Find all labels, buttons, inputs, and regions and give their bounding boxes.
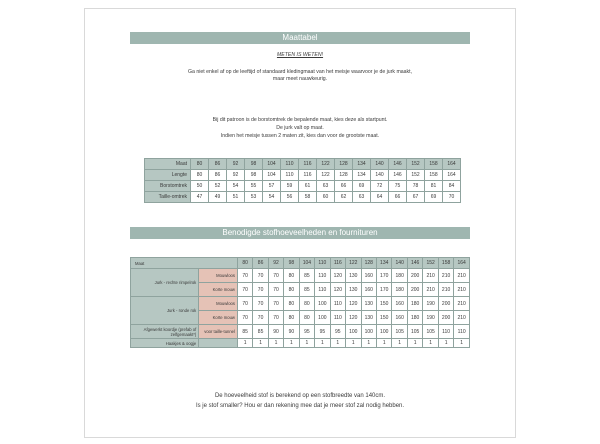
- size-header: 164: [454, 258, 470, 269]
- table-cell: 110: [330, 297, 345, 311]
- table-cell: 146: [389, 159, 407, 170]
- footer-line-1: De hoeveelheid stof is berekend op een stofbreedte van 140cm.: [214, 393, 386, 399]
- table-cell: 70: [253, 283, 268, 297]
- table-cell: 210: [454, 283, 470, 297]
- table-cell: 63: [317, 181, 335, 192]
- table-cell: 63: [353, 192, 371, 203]
- table-cell: 200: [438, 311, 453, 325]
- table-cell: 80: [299, 297, 314, 311]
- table-cell: 128: [335, 159, 353, 170]
- table-cell: 170: [376, 283, 391, 297]
- table-cell: 180: [407, 297, 422, 311]
- table-cell: 59: [281, 181, 299, 192]
- table-cell: 110: [454, 325, 470, 339]
- table-cell: 170: [376, 269, 391, 283]
- table-cell: 105: [423, 325, 438, 339]
- table-row: [131, 269, 470, 283]
- table-cell: 100: [315, 311, 330, 325]
- table-cell: 54: [227, 181, 245, 192]
- table-cell: 66: [389, 192, 407, 203]
- table-cell: 100: [376, 325, 391, 339]
- table-cell: 100: [346, 325, 361, 339]
- table-cell: 80: [284, 311, 299, 325]
- slogan: METEN IS WETEN!: [276, 52, 324, 58]
- table-cell: 52: [209, 181, 227, 192]
- table-cell: 104: [263, 170, 281, 181]
- table-cell: 150: [376, 297, 391, 311]
- size-chart-title: Maattabel: [130, 32, 470, 44]
- table-row: [145, 181, 461, 192]
- table-cell: 72: [371, 181, 389, 192]
- note-line-3: Indien het meisje tussen 2 maten zit, kies dan voor de grootste maat.: [220, 133, 380, 139]
- table-cell: 105: [392, 325, 407, 339]
- table-cell: 70: [253, 297, 268, 311]
- table-cell: 1: [361, 339, 376, 348]
- sub-label: Mouwloos: [199, 269, 238, 283]
- table-cell: 104: [263, 159, 281, 170]
- table-cell: 160: [361, 283, 376, 297]
- table-cell: 100: [315, 297, 330, 311]
- table-cell: 116: [299, 159, 317, 170]
- table-row: [131, 297, 470, 311]
- footer-line-2: Is je stof smaller? Hou er dan rekening mee dat je meer stof zal nodig hebben.: [195, 403, 405, 409]
- size-header: 98: [284, 258, 299, 269]
- intro-line-2: maar meet nauwkeurig.: [272, 76, 328, 82]
- sub-label: voor taille-tunnel: [199, 325, 238, 339]
- table-cell: 160: [361, 269, 376, 283]
- table-cell: 134: [353, 170, 371, 181]
- table-cell: 80: [299, 311, 314, 325]
- table-cell: 130: [346, 269, 361, 283]
- table-cell: 80: [284, 269, 299, 283]
- table-cell: 158: [425, 159, 443, 170]
- size-header: 116: [330, 258, 345, 269]
- table-cell: 60: [317, 192, 335, 203]
- table-cell: 200: [438, 297, 453, 311]
- table-cell: 1: [268, 339, 283, 348]
- header-label: Maat: [131, 258, 238, 269]
- table-cell: 80: [284, 283, 299, 297]
- table-cell: 100: [361, 325, 376, 339]
- table-cell: 200: [407, 283, 422, 297]
- table-cell: 130: [346, 283, 361, 297]
- table-cell: 164: [443, 159, 461, 170]
- table-cell: 134: [353, 159, 371, 170]
- table-cell: 92: [227, 159, 245, 170]
- fabric-section-title: Benodigde stofhoeveelheden en fournituren: [130, 227, 470, 239]
- table-cell: 85: [299, 269, 314, 283]
- table-cell: 1: [253, 339, 268, 348]
- table-cell: 1: [284, 339, 299, 348]
- table-cell: 190: [423, 297, 438, 311]
- table-cell: 110: [315, 283, 330, 297]
- table-cell: 1: [330, 339, 345, 348]
- table-cell: 110: [438, 325, 453, 339]
- table-cell: 1: [299, 339, 314, 348]
- table-cell: 140: [371, 159, 389, 170]
- table-cell: 110: [281, 170, 299, 181]
- table-cell: 70: [253, 269, 268, 283]
- table-cell: 62: [335, 192, 353, 203]
- table-cell: 210: [454, 311, 470, 325]
- intro-line-1: Ga niet enkel af op de leeftijd of standaard kledingmaat van het meisje waarvoor je de jurk maakt,: [187, 69, 413, 75]
- sub-label: Korte mouw: [199, 283, 238, 297]
- table-cell: 180: [392, 283, 407, 297]
- table-cell: 70: [237, 283, 252, 297]
- table-cell: 95: [330, 325, 345, 339]
- table-cell: 110: [330, 311, 345, 325]
- size-header: 122: [346, 258, 361, 269]
- table-cell: 98: [245, 170, 263, 181]
- table-cell: 69: [353, 181, 371, 192]
- table-cell: 110: [281, 159, 299, 170]
- group-label: Jurk - ronde rok: [131, 297, 199, 325]
- table-cell: 70: [253, 311, 268, 325]
- table-cell: 210: [423, 269, 438, 283]
- table-cell: 1: [423, 339, 438, 348]
- size-header: 140: [392, 258, 407, 269]
- table-cell: 1: [237, 339, 252, 348]
- table-cell: 56: [281, 192, 299, 203]
- fabric-table: [130, 257, 470, 348]
- table-cell: 122: [317, 159, 335, 170]
- table-cell: 1: [407, 339, 422, 348]
- table-cell: 57: [263, 181, 281, 192]
- table-cell: 80: [191, 159, 209, 170]
- table-cell: 80: [191, 170, 209, 181]
- table-cell: 51: [227, 192, 245, 203]
- table-cell: 55: [245, 181, 263, 192]
- table-cell: 120: [346, 311, 361, 325]
- table-cell: 200: [407, 269, 422, 283]
- size-header: 146: [407, 258, 422, 269]
- row-label: Lengte: [145, 170, 191, 181]
- table-cell: 95: [315, 325, 330, 339]
- size-header: 158: [438, 258, 453, 269]
- size-header: 128: [361, 258, 376, 269]
- table-cell: 1: [346, 339, 361, 348]
- table-cell: 90: [268, 325, 283, 339]
- size-header: 110: [315, 258, 330, 269]
- table-cell: 95: [299, 325, 314, 339]
- row-label: Borstomtrek: [145, 181, 191, 192]
- table-cell: 105: [407, 325, 422, 339]
- table-cell: 160: [392, 297, 407, 311]
- sub-label: [199, 339, 238, 348]
- table-cell: 70: [268, 283, 283, 297]
- table-cell: 110: [315, 269, 330, 283]
- table-cell: 130: [361, 311, 376, 325]
- table-cell: 210: [423, 283, 438, 297]
- table-cell: 70: [268, 269, 283, 283]
- table-cell: 64: [371, 192, 389, 203]
- table-cell: 160: [392, 311, 407, 325]
- table-cell: 70: [443, 192, 461, 203]
- table-cell: 70: [268, 311, 283, 325]
- table-cell: 70: [237, 297, 252, 311]
- table-cell: 66: [335, 181, 353, 192]
- row-label: Maat: [145, 159, 191, 170]
- table-cell: 70: [268, 297, 283, 311]
- table-cell: 58: [299, 192, 317, 203]
- row-label: Taille-omtrek: [145, 192, 191, 203]
- table-cell: 210: [454, 297, 470, 311]
- table-cell: 50: [191, 181, 209, 192]
- table-cell: 1: [438, 339, 453, 348]
- table-cell: 80: [284, 297, 299, 311]
- size-header: 104: [299, 258, 314, 269]
- table-cell: 210: [438, 283, 453, 297]
- table-cell: 75: [389, 181, 407, 192]
- table-cell: 1: [454, 339, 470, 348]
- table-row: [131, 258, 470, 269]
- sub-label: Mouwloos: [199, 297, 238, 311]
- note-line-1: Bij dit patroon is de borstomtrek de bepalende maat, kies deze als startpunt.: [212, 117, 388, 123]
- table-cell: 140: [371, 170, 389, 181]
- table-cell: 120: [346, 297, 361, 311]
- table-cell: 158: [425, 170, 443, 181]
- table-cell: 98: [245, 159, 263, 170]
- size-header: 86: [253, 258, 268, 269]
- table-cell: 128: [335, 170, 353, 181]
- table-cell: 70: [237, 311, 252, 325]
- size-header: 134: [376, 258, 391, 269]
- size-header: 80: [237, 258, 252, 269]
- table-cell: 1: [376, 339, 391, 348]
- table-cell: 67: [407, 192, 425, 203]
- group-label: Afgewerkt koordje (prefab of zelfgemaakt*): [131, 325, 199, 339]
- table-cell: 92: [227, 170, 245, 181]
- table-cell: 146: [389, 170, 407, 181]
- table-cell: 47: [191, 192, 209, 203]
- table-row: [145, 159, 461, 170]
- table-cell: 190: [423, 311, 438, 325]
- table-cell: 180: [407, 311, 422, 325]
- table-cell: 86: [209, 170, 227, 181]
- table-cell: 54: [263, 192, 281, 203]
- size-table: [144, 158, 461, 203]
- table-row: [131, 339, 470, 348]
- table-cell: 81: [425, 181, 443, 192]
- table-cell: 78: [407, 181, 425, 192]
- table-cell: 1: [392, 339, 407, 348]
- table-cell: 120: [330, 269, 345, 283]
- group-label: Jurk - rechte rimpelrok: [131, 269, 199, 297]
- table-cell: 85: [299, 283, 314, 297]
- table-cell: 86: [209, 159, 227, 170]
- sub-label: Korte mouw: [199, 311, 238, 325]
- table-cell: 70: [237, 269, 252, 283]
- table-cell: 130: [361, 297, 376, 311]
- note-line-2: De jurk valt op maat.: [276, 125, 324, 131]
- table-cell: 116: [299, 170, 317, 181]
- table-cell: 1: [315, 339, 330, 348]
- table-cell: 164: [443, 170, 461, 181]
- size-header: 92: [268, 258, 283, 269]
- table-cell: 122: [317, 170, 335, 181]
- table-cell: 49: [209, 192, 227, 203]
- table-cell: 210: [438, 269, 453, 283]
- table-cell: 180: [392, 269, 407, 283]
- table-cell: 61: [299, 181, 317, 192]
- table-row: [131, 325, 470, 339]
- size-header: 152: [423, 258, 438, 269]
- table-cell: 84: [443, 181, 461, 192]
- group-label: Haakjes & oogje: [131, 339, 199, 348]
- table-cell: 85: [237, 325, 252, 339]
- table-cell: 150: [376, 311, 391, 325]
- table-cell: 120: [330, 283, 345, 297]
- table-cell: 152: [407, 170, 425, 181]
- table-cell: 210: [454, 269, 470, 283]
- table-row: [145, 170, 461, 181]
- table-cell: 90: [284, 325, 299, 339]
- table-cell: 53: [245, 192, 263, 203]
- table-cell: 69: [425, 192, 443, 203]
- table-cell: 152: [407, 159, 425, 170]
- table-row: [145, 192, 461, 203]
- table-cell: 85: [253, 325, 268, 339]
